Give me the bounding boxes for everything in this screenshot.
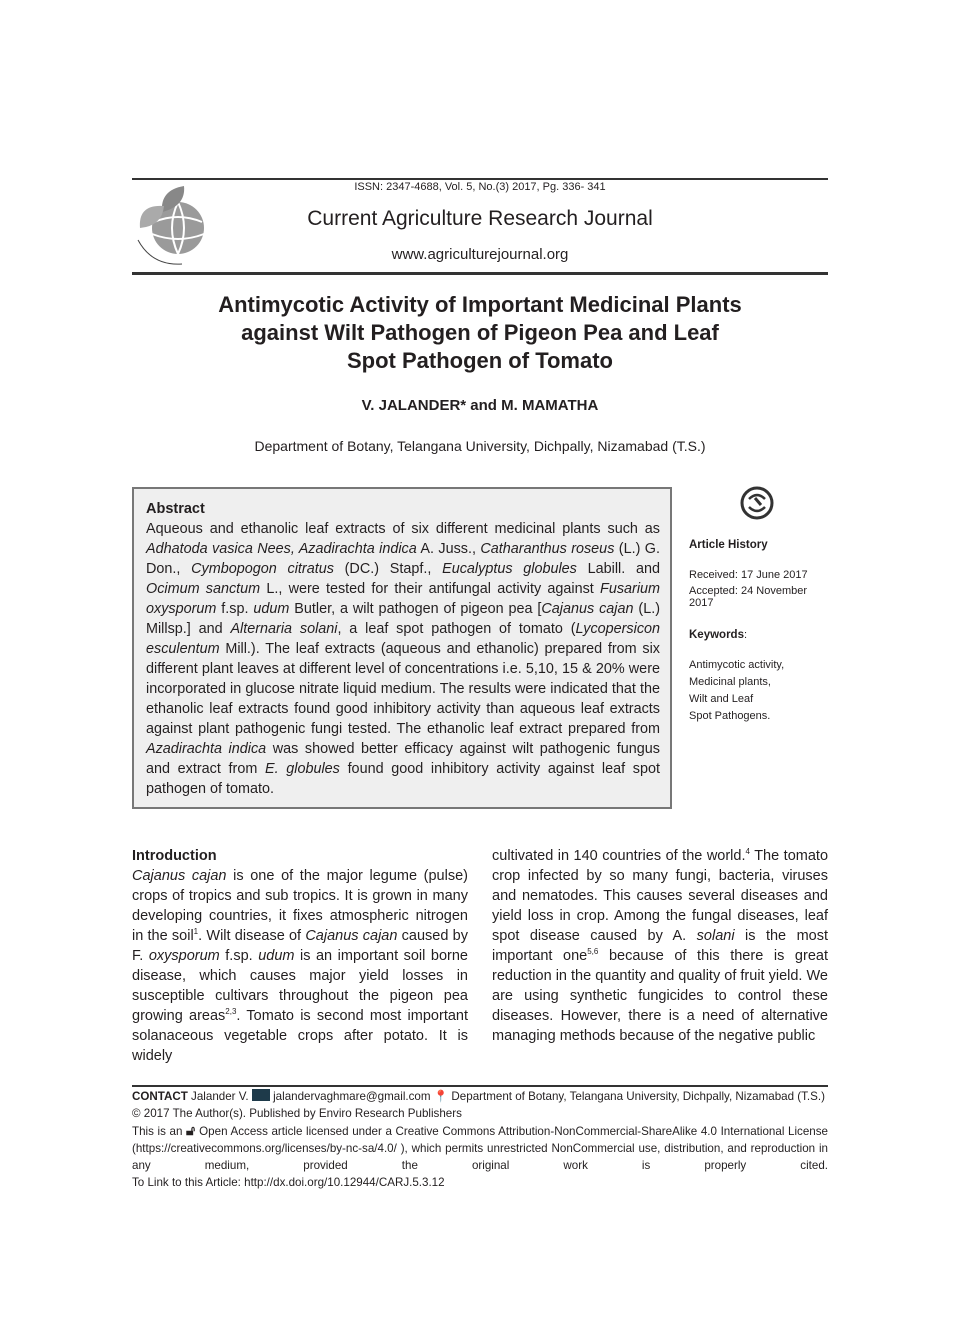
italic-term: Adhatoda vasica Nees, Azadirachta indica [146, 541, 417, 557]
italic-term: Catharanthus roseus [480, 541, 615, 557]
italic-term: udum [258, 948, 295, 964]
text-run: . Tomato is second most important solanaceous vegetable crops after potato. It is widely [132, 1008, 469, 1064]
keyword: Antimycotic activity, [689, 659, 785, 671]
contact-email[interactable]: jalandervaghmare@gmail.com [273, 1090, 431, 1103]
text-run: cultivated in 140 countries of the world. [492, 848, 746, 864]
intro-column-right [492, 846, 828, 1046]
italic-term: Cajanus cajan [132, 868, 227, 884]
open-access-icon: 🔓︎ [186, 1122, 196, 1138]
title-line: Spot Pathogen of Tomato [346, 348, 613, 373]
text-run: is the most important one [492, 928, 828, 964]
text-run: . Wilt disease of [198, 928, 306, 944]
article-title [150, 291, 810, 375]
text-run: (DC.) Stapf., [333, 561, 443, 577]
journal-url[interactable]: www.agriculturejournal.org [391, 246, 569, 263]
citation-superscript: 1 [193, 927, 199, 937]
intro-paragraph-continued [492, 846, 828, 1046]
license-body: Open Access article licensed under a Creative Commons Attribution-NonCommercial-ShareAlike 4.0 International License (https://creativecommons.org/licenses/by-nc-sa/4.0/ ), which permits unrestricted NonCommercial use, distribution, and reproduction in any medium, provided the original work is properly cited. [132, 1125, 828, 1172]
keywords-colon: : [743, 629, 748, 641]
italic-term: udum [253, 601, 290, 617]
text-run: Labill. and [576, 561, 661, 577]
title-line: against Wilt Pathogen of Pigeon Pea and Leaf [241, 320, 719, 345]
crossmark-icon[interactable] [739, 485, 775, 521]
text-run: because of this there is great reduction in the quantity and quality of fruit yield. We are using synthetic fungicides to control these diseases. However, there is a need of alternative managing methods because of the negative public [492, 948, 828, 1044]
footer [132, 1088, 828, 1191]
location-pin-icon: 📍 [433, 1090, 449, 1103]
article-history-heading: Article History [689, 539, 768, 551]
header-rule-top [132, 178, 828, 180]
accepted-date: Accepted: 24 November 2017 [689, 585, 808, 609]
italic-term: Azadirachta indica [146, 741, 267, 757]
received-date: Received: 17 June 2017 [689, 569, 808, 581]
header-rule-bottom [132, 272, 828, 275]
italic-term: oxysporum [148, 948, 220, 964]
text-run: A. Juss., [416, 541, 481, 557]
intro-paragraph [132, 866, 468, 1066]
authors: V. JALANDER* and M. MAMATHA [361, 397, 599, 414]
italic-term: E. globules [265, 761, 340, 777]
text-run: caused by F. [132, 928, 468, 964]
italic-term: solani [696, 928, 735, 944]
citation-superscript: 5,6 [587, 947, 599, 957]
keyword: Wilt and Leaf [689, 693, 754, 705]
abstract-heading: Abstract [146, 501, 205, 517]
text-run: f.sp. [219, 948, 259, 964]
italic-term: Ocimum sanctum [146, 581, 261, 597]
italic-term: Cajanus cajan [541, 601, 634, 617]
keywords-list [689, 657, 829, 725]
text-run: Aqueous and ethanolic leaf extracts of six different medicinal plants such as [146, 521, 660, 537]
keywords-heading: Keywords [689, 629, 744, 641]
italic-term: Cymbopogon citratus [191, 561, 334, 577]
text-run: , a leaf spot pathogen of tomato ( [337, 621, 576, 637]
article-sidebar [689, 485, 829, 725]
italic-term: Cajanus cajan [305, 928, 398, 944]
italic-term: Eucalyptus globules [442, 561, 577, 577]
affiliation: Department of Botany, Telangana University, Dichpally, Nizamabad (T.S.) [254, 438, 706, 454]
license-prefix: This is an [132, 1125, 183, 1138]
envelope-icon [252, 1089, 270, 1101]
license-text [132, 1122, 828, 1174]
text-run: found good inhibitory activity against leaf spot pathogen of tomato. [146, 761, 661, 797]
footer-rule [132, 1085, 828, 1087]
text-run: is an important soil borne disease, which causes major yield losses in susceptible cultivars throughout the pigeon pea growing areas [132, 948, 468, 1024]
article-link[interactable]: To Link to this Article: http://dx.doi.org/10.12944/CARJ.5.3.12 [132, 1176, 445, 1189]
text-run: Butler, a wilt pathogen of pigeon pea [ [289, 601, 542, 617]
text-run: (L.) Millsp.] and [146, 601, 660, 637]
text-run: f.sp. [216, 601, 254, 617]
text-run: (L.) G. Don., [146, 541, 660, 577]
introduction-heading: Introduction [132, 848, 217, 864]
italic-term: Alternaria solani [230, 621, 338, 637]
contact-name: Jalander V. [191, 1090, 249, 1103]
contact-label: CONTACT [132, 1090, 188, 1103]
abstract-box [132, 487, 672, 809]
text-run: Mill.). The leaf extracts (aqueous and ethanolic) prepared from six different plant leaves at different level of concentrations i.e. 5,10, 15 & 20% were incorporated in glucose nitrate liquid medium. The results were indicated that the ethanolic leaf extracts found good inhibitory activity than aqueous leaf extracts against plant pathogenic fungi tested. The ethanolic leaf extract prepared from [146, 641, 660, 737]
abstract-text [146, 519, 660, 799]
issn-line: ISSN: 2347-4688, Vol. 5, No.(3) 2017, Pg. 336- 341 [354, 181, 606, 193]
contact-line [132, 1088, 828, 1105]
italic-term: Fusarium oxysporum [146, 581, 661, 617]
journal-title: Current Agriculture Research Journal [307, 207, 653, 230]
keyword: Spot Pathogens. [689, 710, 771, 722]
citation-superscript: 4 [745, 847, 750, 857]
keyword: Medicinal plants, [689, 676, 771, 688]
text-run: was showed better efficacy against wilt pathogenic fungus and extract from [146, 741, 660, 777]
italic-term: Lycopersicon esculentum [146, 621, 661, 657]
intro-column-left [132, 846, 468, 1066]
text-run: The tomato crop infected by so many fungi, bacteria, viruses and nematodes. This causes several diseases and yield loss in crop. Among the fungal diseases, leaf spot disease caused by A. [492, 848, 829, 944]
contact-address: Department of Botany, Telangana University, Dichpally, Nizamabad (T.S.) [451, 1090, 825, 1103]
text-run: is one of the major legume (pulse) crops of tropics and sub tropics. It is grown in many developing countries, it fixes atmospheric nitrogen in the soil [132, 868, 468, 944]
copyright: © 2017 The Author(s). Published by Enviro Research Publishers [132, 1107, 462, 1120]
citation-superscript: 2,3 [225, 1007, 237, 1017]
text-run: L., were tested for their antifungal activity against [260, 581, 601, 597]
title-line: Antimycotic Activity of Important Medicinal Plants [218, 292, 742, 317]
